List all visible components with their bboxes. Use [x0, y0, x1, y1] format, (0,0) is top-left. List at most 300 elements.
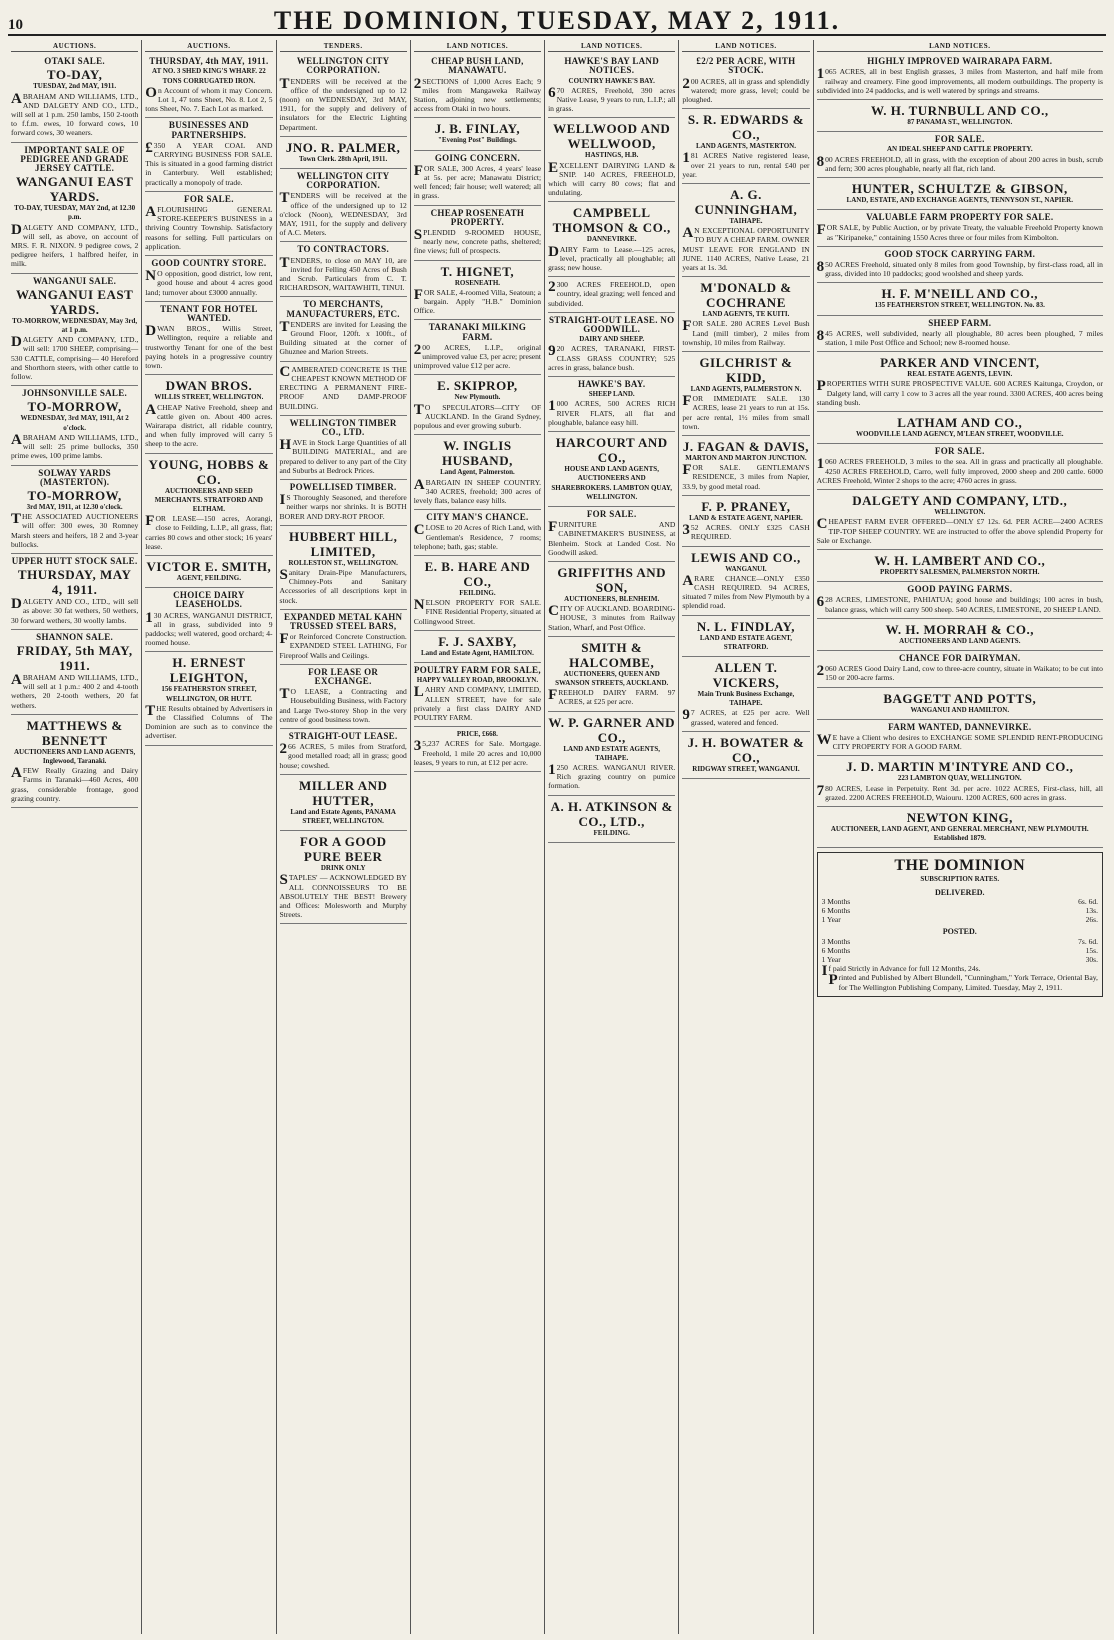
advertisement — [414, 118, 541, 150]
ad-subtitle: LAND AGENTS, MASTERTON. — [695, 142, 796, 151]
ad-body: 1065 ACRES, all in best English grasses, 3 miles from Masterton, and half mile from railway and creamery. Fine good improvements, all modern outbuildings. The property is subdivided into 24 paddocks, and is well watered by springs and streams. — [816, 66, 1103, 95]
ad-subtitle: TUESDAY, 2nd MAY, 1911. — [33, 82, 117, 91]
advertisement — [280, 480, 407, 526]
ad-subtitle: HASTINGS, H.B. — [585, 151, 639, 160]
ad-subtitle: ROSENEATH. — [454, 278, 501, 287]
advertisement — [280, 610, 407, 665]
ad-body: DALGETY AND COMPANY, LTD., will sell: 1700 SHEEP, comprising— 530 CATTLE, comprising— 40 Hereford and Shorthorn steers, with other cattle to follow. — [11, 334, 139, 382]
advertisement — [280, 665, 407, 729]
column-header: LAND NOTICES. — [548, 42, 675, 52]
ad-title: UPPER HUTT STOCK SALE. — [11, 555, 138, 566]
ad-title: POWELLISED TIMBER. — [289, 481, 397, 492]
advertisement — [682, 352, 809, 436]
subscription-rates — [817, 852, 1103, 996]
ad-body: THE Results obtained by Advertisers in the Classified Columns of The Dominion are such as to convince the advertiser. — [145, 702, 273, 741]
ad-title: TENANT FOR HOTEL WANTED. — [160, 303, 258, 324]
ad-body: DALGETY AND COMPANY, LTD., will sell, as above, on account of MRS. F. R. NIXON. 9 pedigree cows, 2 pedigree heifers, 1 halfbred heifer, in milk. — [11, 221, 139, 269]
advertisement — [11, 466, 138, 554]
rates-subtitle: SUBSCRIPTION RATES. — [920, 875, 1000, 884]
ad-body: HAVE in Stock Large Quantities of all BUILDING MATERIAL, and are prepared to deliver to any part of the City and Suburbs at Bedrock Prices. — [279, 437, 407, 475]
column-wide — [814, 40, 1106, 1634]
ad-title: JOHNSONVILLE SALE. — [22, 388, 128, 399]
advertiser-name: M'DONALD & COCHRANE — [700, 280, 792, 311]
ad-body: 800 ACRES FREEHOLD, all in grass, with the exception of about 200 acres in bush, scrub and fern; 300 acres ploughable, nearly all flat, rich land. — [816, 153, 1103, 173]
ad-body: SPLENDID 9-ROOMED HOUSE, nearly new, concrete paths, sheltered; fine views; full of prospects. — [413, 227, 542, 256]
ad-subtitle: WANGANUI AND HAMILTON. — [910, 705, 1010, 714]
advertisement — [817, 756, 1103, 807]
ad-title: FOR LEASE OR EXCHANGE. — [308, 666, 379, 686]
advertisement — [280, 54, 407, 137]
rate-price: 6s. 6d. — [1078, 896, 1098, 906]
ad-title: EXPANDED METAL KAHN TRUSSED STEEL BARS, — [283, 611, 403, 631]
ad-title: WELLINGTON TIMBER CO., LTD. — [289, 417, 397, 437]
ad-subtitle: 223 LAMBTON QUAY, WELLINGTON. — [897, 774, 1022, 783]
advertisement — [414, 320, 541, 375]
advertisement — [817, 490, 1103, 550]
advertisement — [817, 444, 1103, 490]
advertisement — [11, 630, 138, 715]
ad-title: £2/2 PER ACRE, WITH STOCK. — [696, 56, 796, 76]
advertisement — [817, 807, 1103, 848]
advertisement — [817, 247, 1103, 284]
ad-body: ABARGAIN IN SHEEP COUNTRY. 340 ACRES, freehold; 300 acres of levely flats, balance easy hills. — [413, 476, 542, 505]
advertiser-name: W. INGLIS HUSBAND, — [442, 438, 513, 469]
advertisement — [548, 562, 675, 637]
advertisement — [145, 118, 272, 191]
advertisement — [280, 137, 407, 169]
ad-title: GOING CONCERN. — [434, 152, 521, 163]
ad-body: 628 ACRES, LIMESTONE, PAHIATUA; good house and buildings; 100 acres in bush, balance grass, which will carry 500 sheep. 540 ACRES, LIMESTONE, 20 SHEEP LAND. — [816, 594, 1103, 614]
advertiser-name: FOR A GOOD PURE BEER — [299, 834, 387, 865]
ad-subtitle: WANGANUI. — [725, 564, 767, 573]
ad-title: GOOD COUNTRY STORE. — [151, 258, 267, 269]
delivered-label: DELIVERED. — [934, 887, 985, 897]
advertisement — [414, 510, 541, 556]
table-row — [822, 946, 1098, 955]
ad-title: TO MERCHANTS, MANUFACTURERS, ETC. — [286, 299, 400, 319]
ad-body: FREEHOLD DAIRY FARM. 97 ACRES, at £25 per acre. — [548, 687, 676, 707]
column-header: LAND NOTICES. — [817, 42, 1103, 52]
imprint: Printed and Published by Albert Blundell, "Cunningham," York Terrace, Oriental Bay, for The Wellington Publishing Company, Limited. Tuesday, May 2, 1911. — [828, 972, 1098, 992]
ad-body: TENDERS will be received at the office of the undersigned up to 12 (noon) on WEDNESDAY, 3rd MAY, 1911, for the supply and delivery of insulators for the Electric Lighting Department. — [279, 75, 407, 132]
advertisement — [682, 54, 809, 109]
advertiser-name: S. R. EDWARDS & CO., — [687, 112, 805, 143]
advertisement — [11, 54, 138, 142]
ad-subtitle: TO-DAY, TUESDAY, MAY 2nd, at 12.30 p.m. — [14, 204, 136, 222]
table-row — [822, 897, 1098, 906]
advertiser-name: TO-MORROW, — [27, 399, 122, 415]
advertisement — [11, 274, 138, 387]
ad-subtitle: REAL ESTATE AGENTS, LEVIN. — [907, 370, 1013, 379]
advertiser-name: WANGANUI EAST YARDS. — [15, 174, 134, 205]
ad-body: Sanitary Drain-Pipe Manufacturers, Chimney-Pots and Sanitary Accessories of all descriptions kept in stock. — [279, 566, 407, 605]
advertiser-name: HUNTER, SCHULTZE & GIBSON, — [851, 181, 1068, 197]
ad-subtitle: WEDNESDAY, 3rd MAY, 1911, At 2 o'clock. — [20, 414, 129, 432]
columns — [8, 40, 1106, 1634]
ad-subtitle: WILLIS STREET, WELLINGTON. — [154, 393, 264, 402]
advertiser-name: W. P. GARNER AND CO., — [548, 714, 675, 745]
column-header: AUCTIONS. — [145, 42, 272, 52]
ad-subtitle: WOODVILLE LAND AGENCY, M'LEAN STREET, WOODVILLE. — [855, 430, 1064, 439]
advertiser-name: A. G. CUNNINGHAM, — [694, 187, 798, 218]
column-header: TENDERS. — [280, 42, 407, 52]
table-row — [822, 955, 1098, 964]
advertisement — [817, 412, 1103, 444]
ad-body: AFLOURISHING GENERAL STORE-KEEPER'S BUSINESS in a thriving Country Township. Satisfactory reasons for selling. Full particulars on application. — [145, 204, 273, 251]
advertisement — [280, 297, 407, 361]
rate-price: 15s. — [1085, 945, 1098, 955]
advertiser-name: CAMPBELL THOMSON & CO., — [552, 205, 671, 236]
delivered-table — [822, 897, 1098, 925]
ad-body: TENDERS will be received at the office of the undersigned up to 12 o'clock (Noon), WEDNESDAY, 3rd MAY, 1911, for the supply and delivery of A.C. Meters. — [279, 190, 407, 238]
advertiser-name: LEWIS AND CO., — [691, 549, 801, 565]
advertisement — [548, 377, 675, 432]
ad-title: GOOD PAYING FARMS. — [907, 584, 1013, 595]
advertisement — [414, 435, 541, 510]
ad-subtitle: HAPPY VALLEY ROAD, BROOKLYN. — [416, 676, 539, 685]
ad-subtitle: LAND AGENTS, TE KUITI. — [702, 310, 790, 319]
ad-body: TO LEASE, a Contracting and Housebuilding Business, with Factory and Large Two-storey Shop in the very centre of good business town. — [279, 686, 407, 724]
ad-body: ARARE CHANCE—ONLY £350 CASH REQUIRED. 94 ACRES, situated 7 miles from New Plymouth by a splendid road. — [682, 572, 810, 611]
advertisement — [414, 206, 541, 261]
advertiser-name: JNO. R. PALMER, — [285, 139, 401, 155]
ad-body: On Account of whom it may Concern. Lot 1, 47 tons Sheet, No. 8. Lot 2, 5 tons Sheet, No. 7. Each Lot as marked. — [145, 84, 273, 114]
advertiser-name: GILCHRIST & KIDD, — [699, 355, 793, 386]
advertisement — [817, 210, 1103, 247]
ad-title: POULTRY FARM FOR SALE, — [413, 664, 541, 675]
ad-subtitle: AUCTIONEERS, QUEEN AND SWANSON STREETS, AUCKLAND. — [555, 669, 669, 687]
ad-title: SHEEP FARM. — [928, 317, 992, 328]
advertisement — [280, 416, 407, 480]
ad-subtitle: DAIRY AND SHEEP. — [579, 335, 645, 344]
advertiser-name: PARKER AND VINCENT, — [880, 355, 1040, 371]
table-row — [822, 937, 1098, 946]
ad-title: CHANCE FOR DAIRYMAN. — [899, 652, 1021, 663]
ad-subtitle: AUCTIONEERS, BLENHEIM. — [564, 594, 660, 603]
rate-term: 1 Year — [821, 915, 841, 925]
advertisement — [414, 375, 541, 435]
ad-subtitle: 3rd MAY, 1911, at 12.30 o'clock. — [26, 502, 123, 511]
ad-title: CHEAP BUSH LAND, MANAWATU. — [431, 56, 524, 76]
ad-title: FOR SALE. — [586, 508, 637, 519]
advertisement — [548, 507, 675, 562]
ad-subtitle: Land and Estate Agents, PANAMA STREET, WELLINGTON. — [290, 807, 396, 825]
ad-subtitle: DANNEVIRKE. — [586, 235, 637, 244]
ad-subtitle: AGENT, FEILDING. — [176, 573, 242, 582]
advertiser-name: NEWTON KING, — [906, 809, 1013, 825]
ad-body: AFEW Really Grazing and Dairy Farms in Taranaki—460 Acres, 400 grass, considerable frontage, good grazing country. — [11, 765, 139, 803]
ad-body: FOR SALE, 300 Acres, 4 years' lease at 5s. per acre; Manawatu District; well fenced; fair house; well watered; all in grass. — [413, 162, 542, 201]
advertisement — [817, 619, 1103, 651]
ad-body: 97 ACRES, at £25 per acre. Well grassed, watered and fenced. — [682, 707, 810, 727]
ad-body: TO SPECULATORS—CITY OF AUCKLAND. In the Grand Sydney, populous and ever growing suburb. — [413, 401, 542, 431]
ad-body: 1250 ACRES. WANGANUI RIVER. Rich grazing country on pumice formation. — [548, 761, 676, 791]
ad-body: WE have a Client who desires to EXCHANGE SOME SPLENDID RENT-PRODUCING CITY PROPERTY FOR A GOOD FARM. — [816, 731, 1103, 752]
ad-title: STRAIGHT-OUT LEASE. — [288, 730, 398, 741]
advertisement — [682, 496, 809, 547]
advertisement — [548, 202, 675, 277]
table-row — [822, 915, 1098, 924]
rates-title: THE DOMINION — [894, 857, 1026, 875]
ad-body: AN EXCEPTIONAL OPPORTUNITY TO BUY A CHEAP FARM. OWNER MUST LEAVE FOR ENGLAND IN JUNE. 1140 ACRES, Native Lease, 21 years at 1s. 3d. — [682, 225, 810, 273]
ad-subtitle: Main Trunk Business Exchange, TAIHAPE. — [697, 689, 795, 708]
advertisement — [280, 775, 407, 831]
ad-body: TENDERS are invited for Leasing the Ground Floor, 120ft. x 100ft., of Building situated at the corner of Ghuznee and Marion Streets. — [279, 318, 407, 357]
ad-body: CLOSE to 20 Acres of Rich Land, with Gentleman's Residence, 7 rooms; telephone; bath, gas; stable. — [413, 522, 542, 551]
column-3 — [277, 40, 411, 1634]
ad-subtitle: 135 FEATHERSTON STREET, WELLINGTON. No. 83. — [874, 301, 1045, 310]
ad-body: 352 ACRES. ONLY £325 CASH REQUIRED. — [682, 522, 810, 542]
advertisement — [817, 582, 1103, 619]
ad-title: FOR SALE. — [184, 193, 234, 204]
ad-body: DAIRY Farm to Lease.—125 acres, level, practically all ploughable; all grass; new house. — [548, 243, 676, 273]
advertiser-name: H. F. M'NEILL AND CO., — [881, 286, 1038, 302]
advertiser-name: VICTOR E. SMITH, — [146, 558, 272, 574]
advertisement — [548, 277, 675, 313]
advertiser-name: ALLEN T. VICKERS, — [712, 659, 780, 690]
ad-subtitle: Land and Estate Agent, HAMILTON. — [421, 648, 534, 657]
rate-price: 26s. — [1085, 915, 1098, 925]
ad-subtitle: Land Agent, Palmerston. — [440, 468, 515, 477]
advertiser-name: T. HIGNET, — [440, 263, 515, 279]
ad-title: CHEAP ROSENEATH PROPERTY. — [430, 207, 525, 227]
ad-subtitle: 87 PANAMA ST., WELLINGTON. — [907, 118, 1013, 127]
advertiser-name: HARCOURT AND CO., — [555, 435, 668, 466]
advertiser-name: HUBBERT HILL, LIMITED, — [288, 528, 398, 559]
masthead — [8, 6, 1106, 36]
ad-subtitle: DRINK ONLY — [320, 864, 366, 873]
advertiser-name: MATTHEWS & BENNETT — [26, 717, 123, 748]
ad-body: ABRAHAM AND WILLIAMS, LTD., AND DALGETY AND CO., LTD., will sell at 1 p.m. 250 lambs, 150 2-tooth to f.f.m. ewes, 10 forward cows, 10 forward cows, 30 weaners. — [11, 90, 139, 138]
ad-body: IS Thoroughly Seasoned, and therefore neither warps nor shrinks. It is BOTH BORER AND DRY-ROT PROOF. — [279, 492, 407, 521]
advertisement — [280, 831, 407, 924]
rate-price: 13s. — [1085, 905, 1098, 915]
advertiser-name: TO-DAY, — [46, 67, 103, 83]
ad-body: £350 A YEAR COAL AND CARRYING BUSINESS FOR SALE. This is situated in a good farming district in Canterbury. Well established; practically a monopoly of trade. — [145, 139, 273, 187]
advertisement — [817, 54, 1103, 100]
advertiser-name: W. H. TURNBULL AND CO., — [870, 103, 1049, 119]
ad-body: TENDERS, to close on MAY 10, are invited for Felling 450 Acres of Bush and Scrub. Particulars from C. T. RICHARDSON, WAITAWHITI, TINUI. — [279, 254, 407, 293]
ad-title: TARANAKI MILKING FARM. — [428, 322, 527, 342]
rate-term: 3 Months — [821, 936, 851, 946]
ad-body: EXCELLENT DAIRYING LAND & SNIP. 140 ACRES, FREEHOLD, which will carry 80 cows; flat and undulating. — [548, 159, 676, 198]
ad-body: 1000 ACRES, 500 ACRES RICH RIVER FLATS, all flat and ploughable, balance easy hill. — [548, 398, 676, 427]
ad-body: FOR SALE. 280 ACRES Level Bush Land (mill timber), 2 miles from township, 10 miles from Railway. — [682, 318, 810, 347]
advertiser-name: F. P. PRANEY, — [701, 498, 791, 514]
ad-body: LAHRY AND COMPANY, LIMITED, ALLEN STREET, have for sale privately a first class DAIRY AND POULTRY FARM. — [413, 684, 542, 722]
ad-body: ABRAHAM AND WILLIAMS, LTD., will sell at 1 p.m.: 400 2 and 4-tooth wethers, 20 2-tooth wethers, 20 fat wethers. — [11, 671, 139, 710]
rate-term: 6 Months — [821, 945, 851, 955]
advertisement — [414, 54, 541, 118]
advertiser-name: MILLER AND HUTTER, — [298, 777, 388, 808]
ad-subtitle: AN IDEAL SHEEP AND CATTLE PROPERTY. — [886, 145, 1033, 154]
ad-body: 200 ACRES, L.I.P., original unimproved value £3, per acre; present unimproved value £12 per acre. — [413, 341, 542, 371]
ad-title: CITY MAN'S CHANCE. — [426, 512, 529, 523]
ad-body: 181 ACRES Native registered lease, over 21 years to run, rental £40 per year. — [682, 150, 810, 179]
advertisement — [817, 550, 1103, 582]
rate-term: 6 Months — [821, 905, 851, 915]
ad-title: HAWKE'S BAY. — [577, 379, 646, 390]
ad-title: WELLINGTON CITY CORPORATION. — [296, 56, 390, 76]
advertisement — [817, 132, 1103, 178]
ad-subtitle: SHEEP LAND. — [588, 390, 635, 399]
ad-body: 920 ACRES, TARANAKI, FIRST-CLASS GRASS COUNTRY; 525 acres in grass, balance bush. — [548, 343, 676, 372]
advertiser-name: E. B. HARE AND CO., — [424, 558, 531, 589]
advertisement — [548, 313, 675, 377]
ad-subtitle: AUCTIONEER, LAND AGENT, AND GENERAL MERCHANT, NEW PLYMOUTH. Established 1879. — [830, 824, 1089, 843]
advertisement — [145, 54, 272, 118]
advertiser-name: FRIDAY, 5th MAY, 1911. — [16, 642, 133, 673]
advertisement — [145, 256, 272, 302]
advertisement — [11, 715, 138, 808]
ad-body: PROPERTIES WITH SURE PROSPECTIVE VALUE. 600 ACRES Kaitunga, Croydon, or Dalgety land, will carry 1 cow to 3 acres all the year round. 3300 ACRES, 400 acres being standing bush. — [816, 378, 1103, 407]
ad-title: HAWKE'S BAY LAND NOTICES. — [564, 56, 660, 76]
advertiser-name: WELLWOOD AND WELLWOOD, — [553, 121, 671, 152]
ad-body: 35,237 ACRES for Sale. Mortgage. Freehold, 1 mile 20 acres and 10,000 leases, 9 years to run, at £12 per acre. — [413, 738, 542, 767]
ad-title: HIGHLY IMPROVED WAIRARAPA FARM. — [867, 56, 1053, 67]
advertisement — [145, 588, 272, 652]
ad-body: ABRAHAM AND WILLIAMS, LTD., will sell: 25 prime bullocks, 350 prime ewes, 100 prime lambs. — [11, 431, 139, 461]
table-row — [822, 906, 1098, 915]
ad-body: NELSON PROPERTY FOR SALE. FINE Residential Property, situated at Collingwood Street. — [413, 597, 542, 626]
ad-body: DWAN BROS., Willis Street, Wellington, require a reliable and trustworthy Tenant for one of the best paying hotels in a progressive country town. — [145, 323, 273, 371]
ad-body: 2300 ACRES FREEHOLD, open country, ideal grazing; well fenced and subdivided. — [548, 279, 676, 308]
ad-body: CHEAPEST FARM EVER OFFERED—ONLY £7 12s. 6d. PER ACRE—2400 ACRES TIP-TOP SHEEP COUNTRY. WE are instructed to offer the above splendid Property for Sale or Exchange. — [816, 516, 1103, 545]
ad-subtitle: PROPERTY SALESMEN, PALMERSTON NORTH. — [880, 567, 1040, 576]
rate-term: 3 Months — [821, 896, 851, 906]
advertiser-name: SMITH & HALCOMBE, — [569, 639, 655, 670]
ad-body: 845 ACRES, well subdivided, nearly all ploughable, 80 acres been ploughed, 7 miles station, 1 mile Post Office and School; new 8-roomed house. — [816, 327, 1103, 348]
advertisement — [145, 454, 272, 556]
ad-body: FOR IMMEDIATE SALE. 130 ACRES, lease 21 years to run at 15s. per acre rental, 1½ miles from small town. — [682, 393, 810, 431]
posted-label: POSTED. — [942, 927, 977, 937]
ad-subtitle: FEILDING. — [459, 588, 496, 597]
ad-subtitle: AUCTIONEERS AND LAND AGENTS, Inglewood, Taranaki. — [13, 747, 136, 765]
advertisement — [11, 143, 138, 274]
advertisement — [682, 657, 809, 732]
advertiser-name: YOUNG, HOBBS & CO. — [148, 456, 270, 487]
newspaper-title: THE DOMINION, TUESDAY, MAY 2, 1911. — [273, 6, 841, 35]
advertisement — [280, 169, 407, 242]
advertisement — [11, 386, 138, 465]
advertisement — [414, 556, 541, 631]
advertisement — [414, 663, 541, 727]
advertisement — [414, 727, 541, 772]
advertisement — [414, 151, 541, 206]
ad-subtitle: LAND AND ESTATE AGENT, STRATFORD. — [699, 633, 793, 651]
ad-title: SHANNON SALE. — [36, 631, 114, 642]
advertisement — [817, 178, 1103, 210]
advertiser-name: THURSDAY, MAY 4, 1911. — [17, 567, 132, 598]
ad-body: FURNITURE AND CABINETMAKER'S BUSINESS, at Blenheim. Stock at Landed Cost. No Goodwill asked. — [548, 519, 676, 557]
ad-subtitle: TO-MORROW, WEDNESDAY, May 3rd, at 1 p.m. — [12, 316, 138, 335]
ad-subtitle: ROLLESTON ST., WELLINGTON. — [288, 558, 398, 567]
ad-body: 200 ACRES, all in grass and splendidly watered; more grass, level; could be ploughed. — [682, 75, 810, 105]
ad-title: FOR SALE. — [934, 134, 985, 145]
ad-body: FOR LEASE—150 acres, Aorangi, close to Feilding, L.I.P., all grass, flat; carries 80 cows and other stock; 16 years' lease. — [145, 513, 273, 551]
rate-term: 1 Year — [821, 954, 841, 964]
ad-body: CITY OF AUCKLAND. BOARDING-HOUSE, 3 minutes from Railway Station, Wharf, and Post Office. — [548, 603, 676, 632]
advertisement — [682, 732, 809, 779]
ad-subtitle: RIDGWAY STREET, WANGANUI. — [692, 764, 800, 773]
ad-body: 670 ACRES, Freehold, 390 acres Native Lease, 9 years to run, L.I.P.; all in grass. — [548, 84, 676, 114]
column-1 — [8, 40, 142, 1634]
ad-subtitle: 156 FEATHERSTON STREET, WELLINGTON, OR HUTT. — [161, 685, 257, 703]
ad-body: DALGETY AND CO., LTD., will sell as above: 30 fat wethers, 50 wethers, 30 forward wethers, 30 woolly lambs. — [11, 596, 139, 625]
ad-title: THURSDAY, 4th MAY, 1911. — [149, 56, 269, 67]
ad-title: SOLWAY YARDS (MASTERTON). — [38, 467, 111, 487]
advertiser-name: DWAN BROS. — [165, 378, 253, 394]
advertisement — [414, 261, 541, 321]
ad-body: 850 ACRES Freehold, situated only 8 miles from good Township, by first-class road, all in grass, divided into 10 paddocks; good woolshed and sheep yards. — [816, 259, 1103, 279]
ad-body: FOR SALE, by Public Auction, or by private Treaty, the valuable Freehold Property known as "Kiripaneke," containing 1550 Acres three or four miles from Kimbolton. — [816, 222, 1103, 242]
ad-subtitle: TAIHAPE. — [729, 217, 763, 226]
ad-subtitle: AUCTIONEERS AND LAND AGENTS. — [899, 636, 1021, 645]
ad-body: 780 ACRES, Lease in Perpetuity. Rent 3d. per acre. 1022 ACRES, First-class, hill, all grazed. 2200 ACRES FREEHOLD, Waiouru. 1200 ACRES, 600 acres in grass. — [816, 782, 1103, 802]
advertisement — [11, 554, 138, 630]
advertisement — [548, 118, 675, 202]
advertiser-name: GRIFFITHS AND SON, — [557, 564, 667, 595]
ad-body: THE ASSOCIATED AUCTIONEERS will offer: 300 ewes, 30 Romney Marsh steers and heifers, 18 2 and 3-year bullocks. — [11, 511, 139, 549]
ad-body: NO opposition, good district, low rent, good house and about 4 acres good land; turnover about £3000 annually. — [145, 268, 273, 297]
advertisement — [817, 316, 1103, 353]
advertisement — [145, 375, 272, 453]
ad-title: BUSINESSES AND PARTNERSHIPS. — [168, 120, 249, 140]
ad-title: VALUABLE FARM PROPERTY FOR SALE. — [866, 212, 1054, 223]
ad-title: WANGANUI SALE. — [33, 275, 117, 286]
advertiser-name: J. B. FINLAY, — [434, 121, 521, 137]
advertisement — [682, 184, 809, 277]
advertiser-name: H. ERNEST LEIGHTON, — [169, 655, 249, 686]
ad-body: FOR SALE. GENTLEMAN'S RESIDENCE, 3 miles from Napier, 33.9, by good metal road. — [682, 462, 810, 491]
ad-title: FOR SALE. — [934, 446, 985, 457]
ad-title: CHOICE DAIRY LEASEHOLDS. — [173, 590, 245, 610]
ad-subtitle: AT NO. 3 SHED KING'S WHARF. 22 TONS CORRUGATED IRON. — [152, 67, 266, 85]
ad-subtitle: MARTON AND MARTON JUNCTION. — [685, 454, 807, 463]
ad-subtitle: FEILDING. — [593, 828, 630, 837]
ad-title: FARM WANTED, DANNEVIRKE. — [888, 721, 1032, 732]
column-6 — [679, 40, 813, 1634]
advertisement — [548, 796, 675, 843]
advertisement — [682, 616, 809, 657]
ad-subtitle: AUCTIONEERS AND SEED MERCHANTS. STRATFORD AND ELTHAM. — [154, 486, 263, 513]
ad-subtitle: COUNTRY HAWKE'S BAY. — [568, 76, 655, 85]
column-2 — [142, 40, 276, 1634]
ad-subtitle: Town Clerk. 28th April, 1911. — [299, 154, 388, 163]
advertisement — [682, 547, 809, 616]
ad-subtitle: "Evening Post" Buildings. — [438, 136, 517, 145]
advertiser-name: DALGETY AND COMPANY, LTD., — [852, 493, 1068, 509]
rates-note: If paid Strictly in Advance for full 12 Months, 24s. — [821, 963, 981, 980]
ad-title: IMPORTANT SALE OF PEDIGREE AND GRADE JERSEY CATTLE. — [20, 144, 129, 174]
column-4 — [411, 40, 545, 1634]
page-number: 10 — [8, 17, 23, 33]
advertiser-name: N. L. FINDLAY, — [696, 618, 796, 634]
advertisement — [817, 720, 1103, 757]
column-header: LAND NOTICES. — [682, 42, 809, 52]
advertisement — [145, 192, 272, 256]
advertiser-name: J. D. MARTIN M'INTYRE AND CO., — [846, 759, 1074, 775]
ad-body: CAMBERATED CONCRETE IS THE CHEAPEST KNOWN METHOD OF ERECTING A PERMANENT FIRE-PROOF AND DAMP-PROOF BUILDING. — [279, 363, 407, 411]
ad-body: 1060 ACRES FREEHOLD, 3 miles to the sea. All in grass and practically all ploughable. 4250 ACRES FREEHOLD, Carro, well fully improved, 2000 sheep and 200 cattle. 6000 ACRES Freehold, Winter 2 shops to the acre; 4760 acres in grass. — [816, 456, 1103, 485]
advertisement — [280, 242, 407, 297]
advertisement — [548, 54, 675, 118]
advertisement — [817, 100, 1103, 132]
advertisement — [817, 651, 1103, 688]
advertisement — [414, 631, 541, 663]
column-header: LAND NOTICES. — [414, 42, 541, 52]
column-5 — [545, 40, 679, 1634]
